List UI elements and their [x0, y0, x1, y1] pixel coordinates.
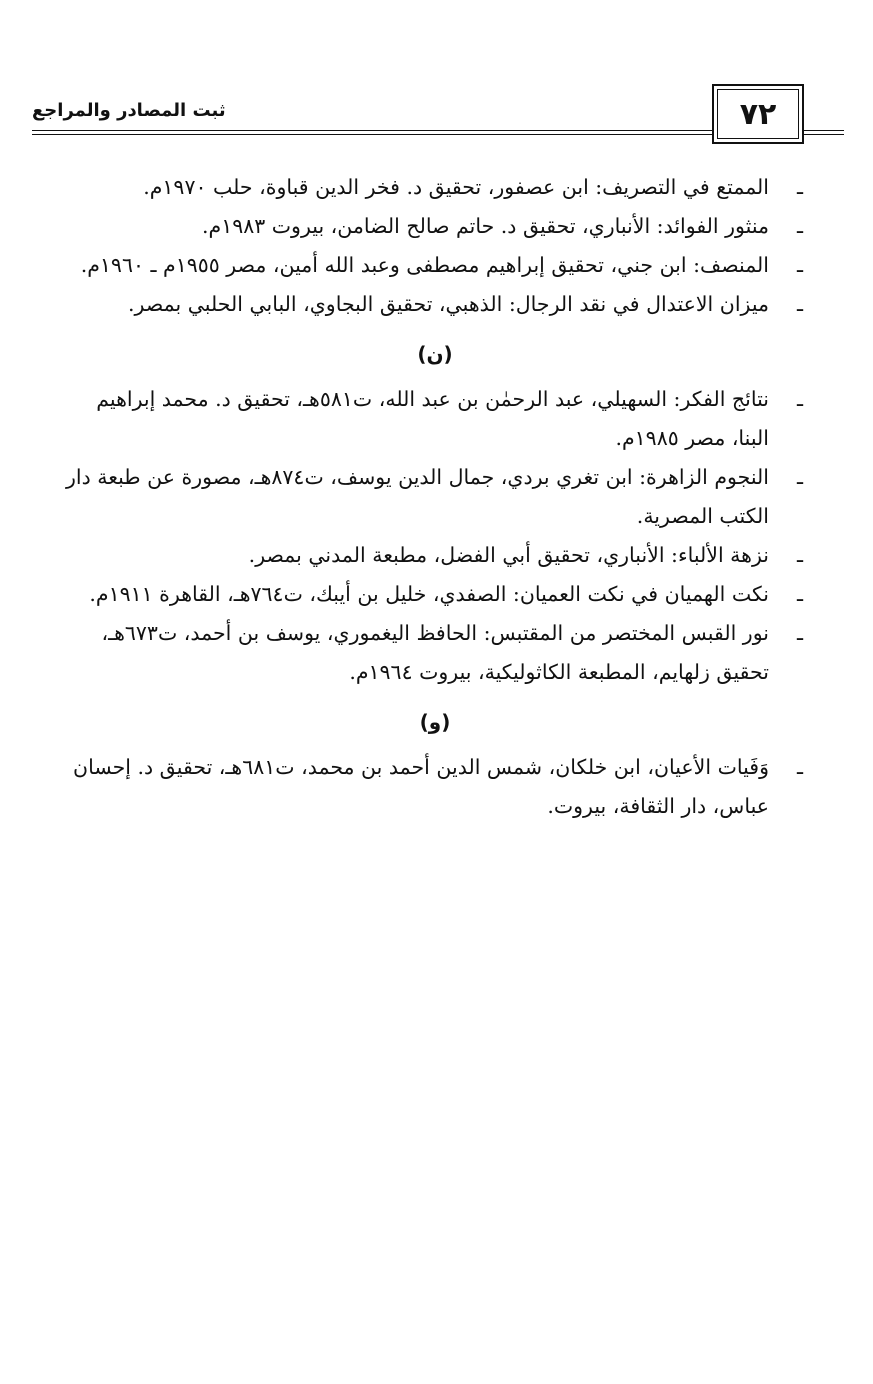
entry-text: منثور الفوائد: الأنباري، تحقيق د. حاتم صالح الضامن، بيروت ١٩٨٣م.	[201, 214, 769, 238]
running-head: ثبت المصادر والمراجع	[32, 100, 226, 121]
bibliography-entry	[55, 748, 815, 826]
entry-dash: ـ	[796, 214, 803, 238]
page-number: ٧٢	[739, 96, 777, 132]
entry-dash: ـ	[796, 292, 803, 316]
entry-dash: ـ	[796, 465, 803, 489]
entry-text: نزهة الألباء: الأنباري، تحقيق أبي الفضل، مطبعة المدني بمصر.	[248, 543, 769, 567]
entry-text: نور القبس المختصر من المقتبس: الحافظ اليغموري، يوسف بن أحمد، ت٦٧٣هـ، تحقيق زلهايم، المطبعة الكاثوليكية، بيروت ١٩٦٤م.	[101, 621, 769, 684]
bibliography-entry	[55, 614, 815, 692]
bibliography-entry	[55, 575, 815, 614]
bibliography-entry	[55, 536, 815, 575]
entry-dash: ـ	[796, 582, 803, 606]
bibliography-entry	[55, 458, 815, 536]
entry-dash: ـ	[796, 253, 803, 277]
bibliography-entry	[55, 168, 815, 207]
section-heading-nun: (ن)	[417, 342, 453, 366]
entry-dash: ـ	[796, 543, 803, 567]
bibliography-entry	[55, 246, 815, 285]
entry-text: ميزان الاعتدال في نقد الرجال: الذهبي، تحقيق البجاوي، البابي الحلبي بمصر.	[128, 292, 769, 316]
entry-dash: ـ	[796, 755, 803, 779]
entry-dash: ـ	[796, 621, 803, 645]
bibliography-entry	[55, 285, 815, 324]
section-heading-waw: (و)	[419, 710, 451, 734]
bibliography-list	[55, 168, 815, 826]
entry-text: نتائج الفكر: السهيلي، عبد الرحمٰن بن عبد الله، ت٥٨١هـ، تحقيق د. محمد إبراهيم البنا، مصر ١٩٨٥م.	[96, 387, 769, 450]
entry-text: الممتع في التصريف: ابن عصفور، تحقيق د. فخر الدين قباوة، حلب ١٩٧٠م.	[143, 175, 769, 199]
entry-dash: ـ	[796, 387, 803, 411]
page-header	[32, 84, 844, 144]
page-number-frame	[712, 84, 804, 144]
bibliography-entry	[55, 380, 815, 458]
entry-dash: ـ	[796, 175, 803, 199]
entry-text: وَفَيات الأعيان، ابن خلكان، شمس الدين أحمد بن محمد، ت٦٨١هـ، تحقيق د. إحسان عباس، دار الثقافة، بيروت.	[73, 755, 769, 818]
bibliography-entry	[55, 207, 815, 246]
entry-text: النجوم الزاهرة: ابن تغري بردي، جمال الدين يوسف، ت٨٧٤هـ، مصورة عن طبعة دار الكتب المصرية.	[65, 465, 769, 528]
entry-text: نكت الهميان في نكت العميان: الصفدي، خليل بن أيبك، ت٧٦٤هـ، القاهرة ١٩١١م.	[89, 582, 769, 606]
entry-text: المنصف: ابن جني، تحقيق إبراهيم مصطفى وعبد الله أمين، مصر ١٩٥٥م ـ ١٩٦٠م.	[80, 253, 769, 277]
